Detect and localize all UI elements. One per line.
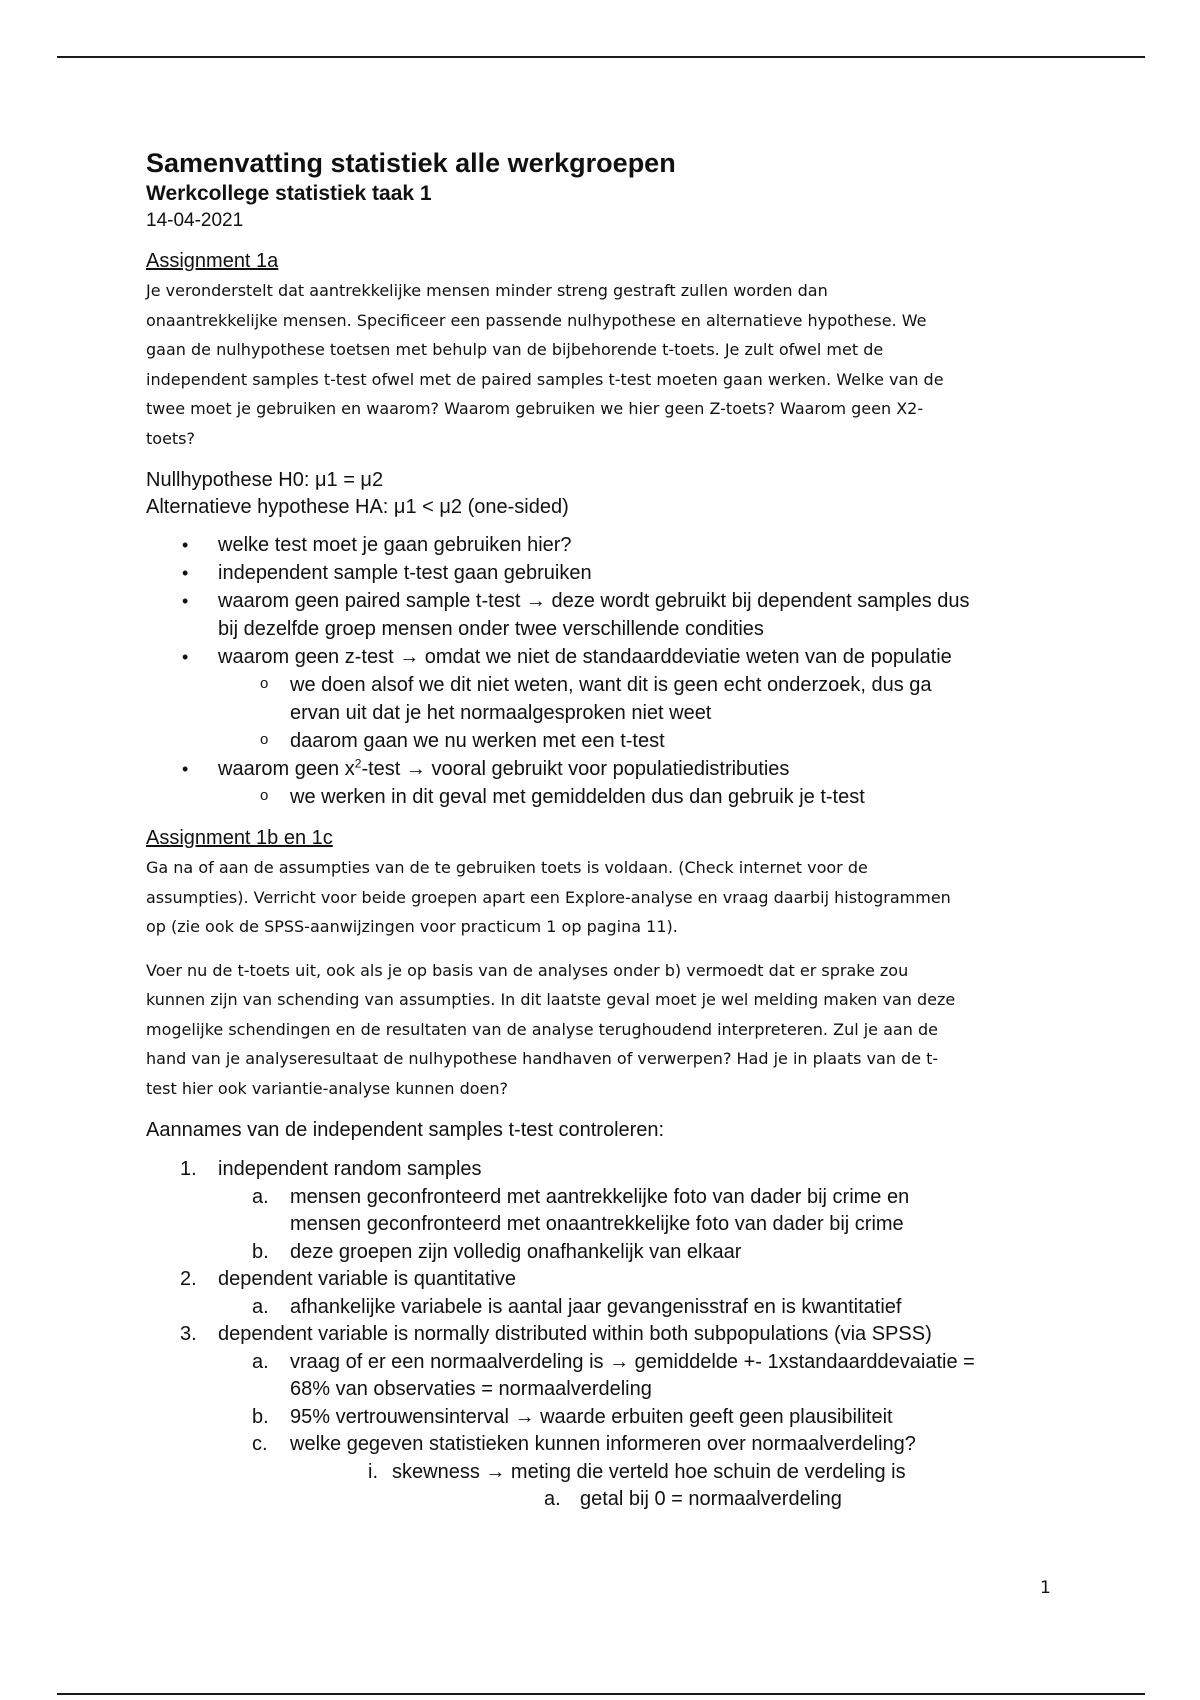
list-marker: 1.: [180, 1158, 197, 1180]
sub-list-item: [218, 671, 1076, 727]
list-marker: a.: [544, 1488, 561, 1510]
document-date: 14-04-2021: [146, 210, 244, 231]
list-item: [146, 1321, 1076, 1514]
assumptions-list: [146, 1156, 1076, 1514]
list-item-text: 68% van observaties = normaalverdeling: [290, 1378, 652, 1400]
list-marker: b.: [252, 1240, 269, 1263]
question-line: test hier ook variantie-analyse kunnen doen?: [146, 1078, 509, 1098]
sub-list-item: [218, 1431, 1076, 1514]
document-title: Samenvatting statistiek alle werkgroepen: [146, 148, 676, 178]
superscript: 2: [354, 756, 362, 771]
question-line: Ga na of aan de assumpties van de te gebruiken toets is voldaan. (Check internet voor de: [146, 858, 868, 877]
sub-sub-list: [290, 1459, 1076, 1514]
list-item-text: we werken in dit geval met gemiddelden dus dan gebruik je t-test: [290, 786, 865, 808]
list-item-text: we doen alsof we dit niet weten, want dit is geen echt onderzoek, dus ga: [290, 674, 932, 696]
list-item-text: skewness → meting die verteld hoe schuin de verdeling is: [392, 1460, 906, 1483]
sub-list: [218, 671, 1076, 755]
list-item-text: 95% vertrouwensinterval → waarde erbuiten geeft geen plausibiliteit: [290, 1405, 893, 1428]
sub-sub-list-item: [362, 1459, 1076, 1514]
list-item-text: mensen geconfronteerd met onaantrekkelijke foto van dader bij crime: [290, 1213, 904, 1235]
list-marker: a.: [252, 1185, 269, 1208]
list-item-text: waarom geen paired sample t-test → deze wordt gebruikt bij dependent samples dus: [218, 590, 970, 612]
list-marker: a.: [252, 1350, 269, 1373]
assignment-1bc-question-1: [146, 853, 1076, 942]
list-item: [146, 1266, 1076, 1321]
sub-list-item: [218, 1294, 1076, 1322]
sub-list: [218, 1294, 1076, 1322]
question-line: Je veronderstelt dat aantrekkelijke mensen minder streng gestraft zullen worden dan: [146, 281, 828, 300]
question-line: mogelijke schendingen en de resultaten van de analyse terughoudend interpreteren. Zul je aan de: [146, 1019, 938, 1039]
sub-list: [218, 1349, 1076, 1514]
list-item-text: ervan uit dat je het normaalgesproken niet weet: [290, 702, 712, 724]
page-number: 1: [1040, 1578, 1051, 1598]
list-item-text: mensen geconfronteerd met aantrekkelijke foto van dader bij crime en: [290, 1185, 910, 1208]
question-line: op (zie ook de SPSS-aanwijzingen voor practicum 1 op pagina 11).: [146, 917, 678, 936]
sub-list-item: [218, 1239, 1076, 1267]
list-item-text: afhankelijke variabele is aantal jaar gevangenisstraf en is kwantitatief: [290, 1295, 902, 1318]
assignment-1a-bullets: [146, 531, 1076, 811]
assumptions-heading: Aannames van de independent samples t-test controleren:: [146, 1119, 665, 1141]
list-item-text: deze groepen zijn volledig onafhankelijk van elkaar: [290, 1240, 742, 1263]
list-item: [146, 755, 1076, 811]
list-marker: c.: [252, 1433, 268, 1455]
list-marker: b.: [252, 1405, 269, 1428]
deep-list: [392, 1486, 1076, 1514]
document-subtitle: Werkcollege statistiek taak 1: [146, 182, 432, 205]
assignment-1bc-heading: Assignment 1b en 1c: [146, 827, 333, 849]
sub-list: [218, 783, 1076, 811]
sub-list-item: [218, 727, 1076, 755]
null-hypothesis: Nullhypothese H0: μ1 = μ2: [146, 469, 384, 491]
sub-list: [218, 1184, 1076, 1267]
list-item-text: welke test moet je gaan gebruiken hier?: [218, 534, 572, 556]
question-line: kunnen zijn van schending van assumpties. In dit laatste geval moet je wel melding maken van deze: [146, 990, 956, 1009]
sub-list-item: [218, 1349, 1076, 1404]
list-marker: 3.: [180, 1323, 197, 1345]
bottom-rule: [57, 1693, 1145, 1695]
list-item: [146, 643, 1076, 755]
question-line: gaan de nulhypothese toetsen met behulp van de bijbehorende t-toets. Je zult ofwel met de: [146, 340, 884, 359]
list-item-text: welke gegeven statistieken kunnen informeren over normaalverdeling?: [290, 1433, 916, 1455]
list-item-text: bij dezelfde groep mensen onder twee verschillende condities: [218, 618, 764, 640]
sub-list-item: [218, 1404, 1076, 1432]
list-item-text: getal bij 0 = normaalverdeling: [580, 1488, 842, 1510]
list-marker: a.: [252, 1295, 269, 1318]
list-item: [146, 587, 1076, 643]
question-line: hand van je analyseresultaat de nulhypothese handhaven of verwerpen? Had je in plaats van de t-: [146, 1049, 939, 1068]
list-item: [146, 531, 1076, 559]
question-line: assumpties). Verricht voor beide groepen apart een Explore-analyse en vraag daarbij histogrammen: [146, 887, 951, 907]
assignment-1a-question: [146, 276, 1076, 453]
sub-list-item: [218, 1184, 1076, 1239]
list-item-text: independent sample t-test gaan gebruiken: [218, 562, 592, 584]
alternative-hypothesis: Alternatieve hypothese HA: μ1 < μ2 (one-sided): [146, 496, 569, 518]
assignment-1a-heading: Assignment 1a: [146, 250, 279, 272]
list-item-text: waarom geen x: [218, 758, 355, 780]
list-item: [146, 559, 1076, 587]
list-marker: i.: [368, 1460, 378, 1483]
top-rule: [57, 56, 1145, 58]
assignment-1bc-question-2: [146, 956, 1076, 1104]
deep-list-item: [540, 1486, 1076, 1514]
document-body: [146, 146, 1076, 1514]
question-line: onaantrekkelijke mensen. Specificeer een passende nulhypothese en alternatieve hypothese. We: [146, 310, 927, 330]
list-item: [146, 1156, 1076, 1266]
question-line: twee moet je gebruiken en waarom? Waarom gebruiken we hier geen Z-toets? Waarom geen X2-: [146, 399, 924, 418]
sub-list-item: [218, 783, 1076, 811]
list-marker: 2.: [180, 1268, 197, 1290]
list-item-text: vraag of er een normaalverdeling is → gemiddelde +- 1xstandaarddevaiatie =: [290, 1350, 975, 1373]
question-line: toets?: [146, 428, 196, 448]
list-item-text: dependent variable is normally distributed within both subpopulations (via SPSS): [218, 1323, 932, 1345]
list-item-text: waarom geen z-test → omdat we niet de standaarddeviatie weten van de populatie: [218, 646, 952, 668]
list-item-text: daarom gaan we nu werken met een t-test: [290, 730, 665, 752]
question-line: independent samples t-test ofwel met de paired samples t-test moeten gaan werken. Welke van de: [146, 369, 944, 389]
list-item-text: dependent variable is quantitative: [218, 1268, 516, 1290]
list-item-text: -test → vooral gebruikt voor populatiedistributies: [361, 758, 790, 780]
question-line: Voer nu de t-toets uit, ook als je op basis van de analyses onder b) vermoedt dat er sprake zou: [146, 960, 909, 980]
list-item-text: independent random samples: [218, 1158, 482, 1180]
